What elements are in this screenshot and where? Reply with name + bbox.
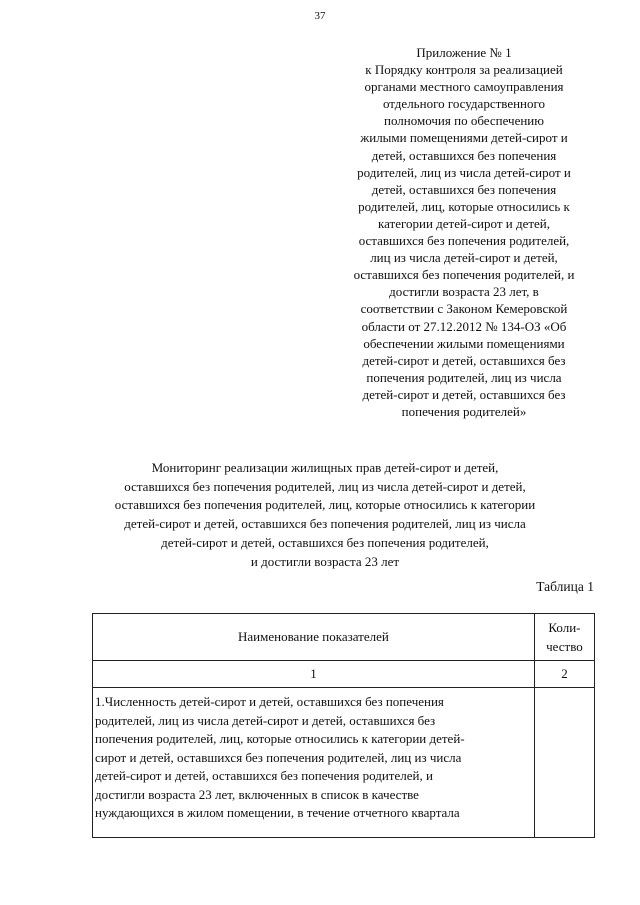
indicator-line: 1.Численность детей-сирот и детей, оставшихся без попечения [95,694,444,709]
appendix-line: области от 27.12.2012 № 134-ОЗ «Об [361,318,567,334]
appendix-line: детей-сирот и детей, оставшихся без [362,352,566,368]
appendix-line: оставшихся без попечения родителей, и [353,267,575,283]
header-name: Наименование показателей [238,629,389,644]
indicator-quantity-cell [534,688,594,838]
monitoring-title [60,459,590,571]
appendix-line: родителей, лиц, которые относились к [358,198,570,214]
appendix-line: лиц из числа детей-сирот и детей, [370,250,558,266]
table-column-number-row [93,661,595,688]
title-line: Мониторинг реализации жилищных прав детей-сирот и детей, [151,460,499,475]
appendix-line: детей, оставшихся без попечения [371,181,557,197]
appendix-line: детей-сирот и детей, оставшихся без [362,386,566,402]
appendix-line: оставшихся без попечения родителей, [358,233,570,249]
appendix-line: попечения родителей, лиц из числа [366,369,562,385]
table-row [93,688,595,838]
page-number: 37 [314,10,326,22]
appendix-line: соответствии с Законом Кемеровской [360,301,568,317]
appendix-line: детей, оставшихся без попечения [371,147,557,163]
column-number-2: 2 [534,661,594,688]
appendix-line: жилыми помещениями детей-сирот и [360,130,568,146]
appendix-line: достигли возраста 23 лет, в [389,284,539,300]
appendix-header [328,44,600,420]
appendix-line: отдельного государственного [382,96,546,112]
table-label: Таблица 1 [536,579,594,594]
indicator-line: детей-сирот и детей, оставшихся без попечения родителей, и [95,768,433,783]
title-line: детей-сирот и детей, оставшихся без попечения родителей, лиц из числа [124,516,526,532]
appendix-line: родителей, лиц из числа детей-сирот и [357,164,571,180]
appendix-line: к Порядку контроля за реализацией [365,62,563,78]
indicator-line: попечения родителей, лиц, которые относились к категории детей- [95,731,465,746]
title-line: детей-сирот и детей, оставшихся без попечения родителей, [161,534,489,550]
header-name-cell [93,614,535,661]
appendix-line: категории детей-сирот и детей, [377,215,551,231]
indicator-line: сирот и детей, оставшихся без попечения родителей, лиц из числа [95,749,462,765]
indicator-line: родителей, лиц из числа детей-сирот и детей, оставшихся без [95,712,436,728]
appendix-line: органами местного самоуправления [364,79,564,95]
table-header-row [93,614,595,661]
header-qty-line: Коли- [548,620,581,635]
title-line: оставшихся без попечения родителей, лиц из числа детей-сирот и детей, [124,478,526,494]
indicator-line: нуждающихся в жилом помещении, в течение отчетного квартала [95,805,460,820]
indicator-line: достигли возраста 23 лет, включенных в список в качестве [95,786,419,802]
title-line: и достигли возраста 23 лет [250,553,400,569]
indicators-table [92,613,595,838]
header-qty-line: чество [546,639,583,654]
appendix-line: Приложение № 1 [416,45,512,60]
appendix-line: попечения родителей» [401,403,527,419]
title-line: оставшихся без попечения родителей, лиц, которые относились к категории [114,497,536,513]
header-qty-cell [534,614,594,661]
appendix-line: полномочия по обеспечению [384,113,544,129]
indicator-description-cell [93,688,535,838]
column-number-1: 1 [93,661,535,688]
appendix-line: обеспечении жилыми помещениями [363,335,565,351]
